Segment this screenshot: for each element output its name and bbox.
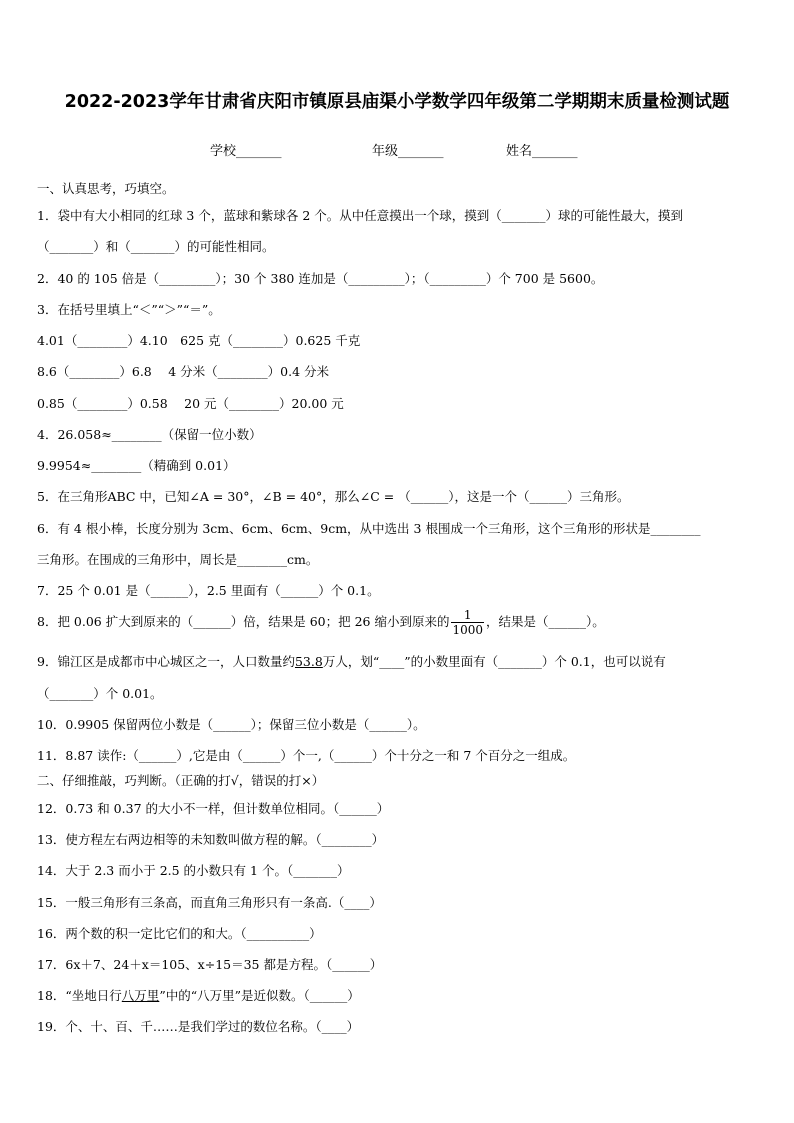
- question-16: 16．两个数的积一定比它们的和大。（__________）: [37, 926, 322, 941]
- question-17: 17．6x＋7、24＋x＝105、x÷15＝35 都是方程。（______）: [37, 957, 383, 972]
- question-9-text-start: 9．锦江区是成都市中心城区之一，人口数量约: [37, 654, 295, 669]
- question-3-row-2: 8.6（________）6.8 4 分米（________）0.4 分米: [37, 364, 330, 379]
- question-1-line-1: 1．袋中有大小相同的红球 3 个，蓝球和紫球各 2 个。从中任意摸出一个球，摸到（_______）球的可能性最大，摸到: [37, 208, 684, 223]
- page-title: 2022-2023学年甘肃省庆阳市镇原县庙渠小学数学四年级第二学期期末质量检测试题: [64, 92, 730, 112]
- question-1-line-2: （_______）和（_______）的可能性相同。: [37, 239, 275, 254]
- grade-field: 年级_______: [372, 144, 444, 159]
- school-field: 学校_______: [210, 144, 282, 159]
- question-6-line-1: 6．有 4 根小棒，长度分别为 3cm、6cm、6cm、9cm，从中选出 3 根围成一个三角形，这个三角形的形状是________: [37, 521, 701, 536]
- question-11: 11．8.87 读作:（______）,它是由（______）个一,（______）个十分之一和 7 个百分之一组成。: [37, 748, 576, 763]
- underlined-phrase: 八万里: [121, 988, 160, 1003]
- section-2-heading: 二、仔细推敲，巧判断。（正确的打√，错误的打×）: [37, 773, 325, 788]
- question-4-line-1: 4．26.058≈________（保留一位小数）: [37, 427, 262, 442]
- question-18-text-start: 18．“坐地日行: [37, 988, 122, 1003]
- question-19: 19．个、十、百、千……是我们学过的数位名称。（____）: [37, 1019, 360, 1034]
- question-4-line-2: 9.9954≈________（精确到 0.01）: [37, 458, 236, 473]
- question-3-row-3: 0.85（________）0.58 20 元（________）20.00 元: [37, 396, 344, 411]
- question-9-line-2: （_______）个 0.01。: [37, 686, 163, 701]
- question-8-text-start: 8．把 0.06 扩大到原来的（______）倍，结果是 60；把 26 缩小到原来的: [37, 614, 450, 629]
- question-2: 2．40 的 105 倍是（_________）；30 个 380 连加是（_________）；（_________）个 700 是 5600。: [37, 271, 604, 286]
- question-14: 14．大于 2.3 而小于 2.5 的小数只有 1 个。（_______）: [37, 863, 350, 878]
- underlined-number: 53.8: [294, 654, 323, 669]
- question-8-text-end: ，结果是（______）。: [486, 614, 605, 629]
- question-3: 3．在括号里填上“＜”“＞”“＝”。: [37, 302, 221, 317]
- question-18: [37, 987, 360, 1005]
- name-field: 姓名_______: [506, 144, 578, 159]
- question-3-row-1: 4.01（________）4.10 625 克（________）0.625 千克: [37, 333, 361, 348]
- section-1-heading: 一、认真思考，巧填空。: [37, 181, 175, 196]
- question-12: 12．0.73 和 0.37 的大小不一样，但计数单位相同。（______）: [37, 801, 390, 816]
- question-9-line-1: [37, 653, 666, 671]
- question-6-line-2: 三角形。在围成的三角形中，周长是________cm。: [37, 552, 319, 567]
- question-5: 5．在三角形ABC 中，已知∠A = 30°，∠B = 40°，那么∠C = （______），这是一个（______）三角形。: [37, 489, 630, 504]
- question-8: [37, 608, 605, 637]
- question-10: 10．0.9905 保留两位小数是（______）；保留三位小数是（______）。: [37, 717, 426, 732]
- question-9-text-end: 万人，划“____”的小数里面有（_______）个 0.1，也可以说有: [322, 654, 666, 669]
- fraction-denominator: 1000: [452, 623, 484, 637]
- question-15: 15．一般三角形有三条高，而直角三角形只有一条高.（____）: [37, 895, 382, 910]
- question-7: 7．25 个 0.01 是（______），2.5 里面有（______）个 0.1。: [37, 583, 380, 598]
- fraction-numerator: 1: [463, 608, 472, 622]
- question-18-text-end: ”中的“八万里”是近似数。（______）: [159, 988, 360, 1003]
- fraction-1-over-1000: [451, 608, 484, 637]
- question-13: 13．使方程左右两边相等的未知数叫做方程的解。（________）: [37, 832, 385, 847]
